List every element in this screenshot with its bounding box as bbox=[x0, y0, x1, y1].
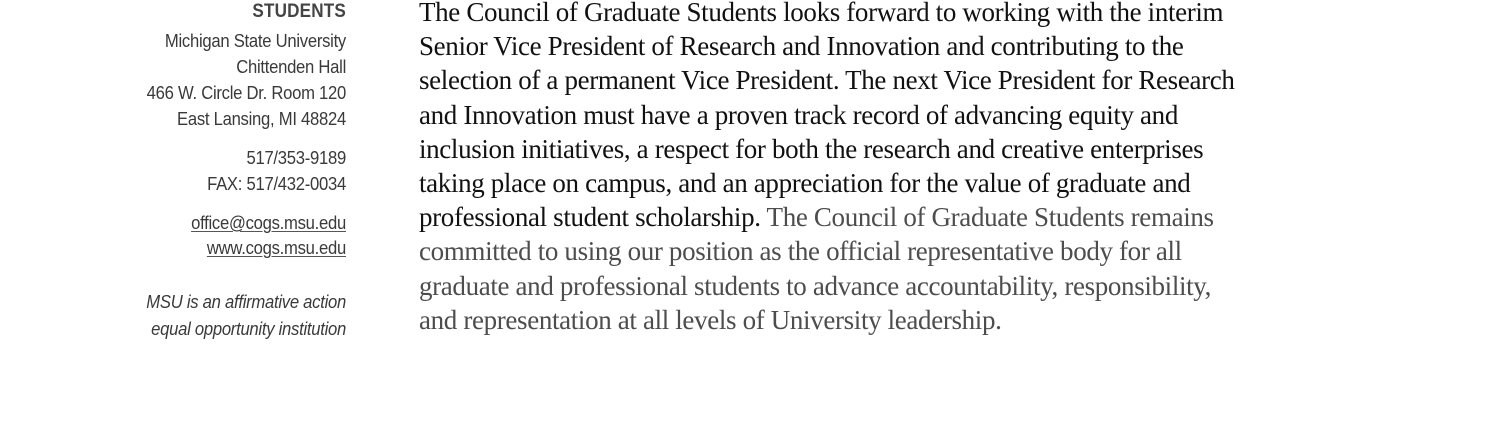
fax-number: FAX: 517/432-0034 bbox=[207, 173, 346, 194]
body-text-segment: professional student scholarship. bbox=[419, 202, 761, 233]
address-city: East Lansing, MI 48824 bbox=[176, 108, 346, 129]
body-line: selection of a permanent Vice President. The next Vice President for Research bbox=[419, 65, 1235, 96]
address-university: Michigan State University bbox=[164, 30, 346, 51]
body-text-segment-grey: The Council of Graduate Students remains bbox=[760, 202, 1214, 233]
address-street: 466 W. Circle Dr. Room 120 bbox=[146, 82, 346, 103]
body-line: and Innovation must have a proven track record of advancing equity and bbox=[419, 99, 1178, 130]
body-line: taking place on campus, and an appreciation for the value of graduate and bbox=[419, 168, 1191, 199]
website-link[interactable]: www.cogs.msu.edu bbox=[206, 237, 346, 258]
equal-opportunity-notice-line-2: equal opportunity institution bbox=[151, 318, 346, 339]
equal-opportunity-notice-line-1: MSU is an affirmative action bbox=[146, 291, 346, 312]
body-line: The Council of Graduate Students looks forward to working with the interim bbox=[419, 0, 1224, 27]
address-building: Chittenden Hall bbox=[236, 56, 346, 77]
letter-body-paragraph bbox=[419, 0, 1419, 337]
email-link[interactable]: office@cogs.msu.edu bbox=[191, 212, 346, 233]
body-line: committed to using our position as the official representative body for all bbox=[419, 236, 1182, 267]
body-line: graduate and professional students to advance accountability, responsibility, bbox=[419, 270, 1212, 301]
body-line: inclusion initiatives, a respect for both the research and creative enterprises bbox=[419, 133, 1204, 164]
body-line-mixed bbox=[419, 200, 1419, 234]
body-line: Senior Vice President of Research and Innovation and contributing to the bbox=[419, 31, 1184, 62]
organization-name: STUDENTS bbox=[252, 1, 346, 22]
body-line: and representation at all levels of University leadership. bbox=[419, 304, 1002, 335]
phone-number: 517/353-9189 bbox=[246, 147, 346, 168]
